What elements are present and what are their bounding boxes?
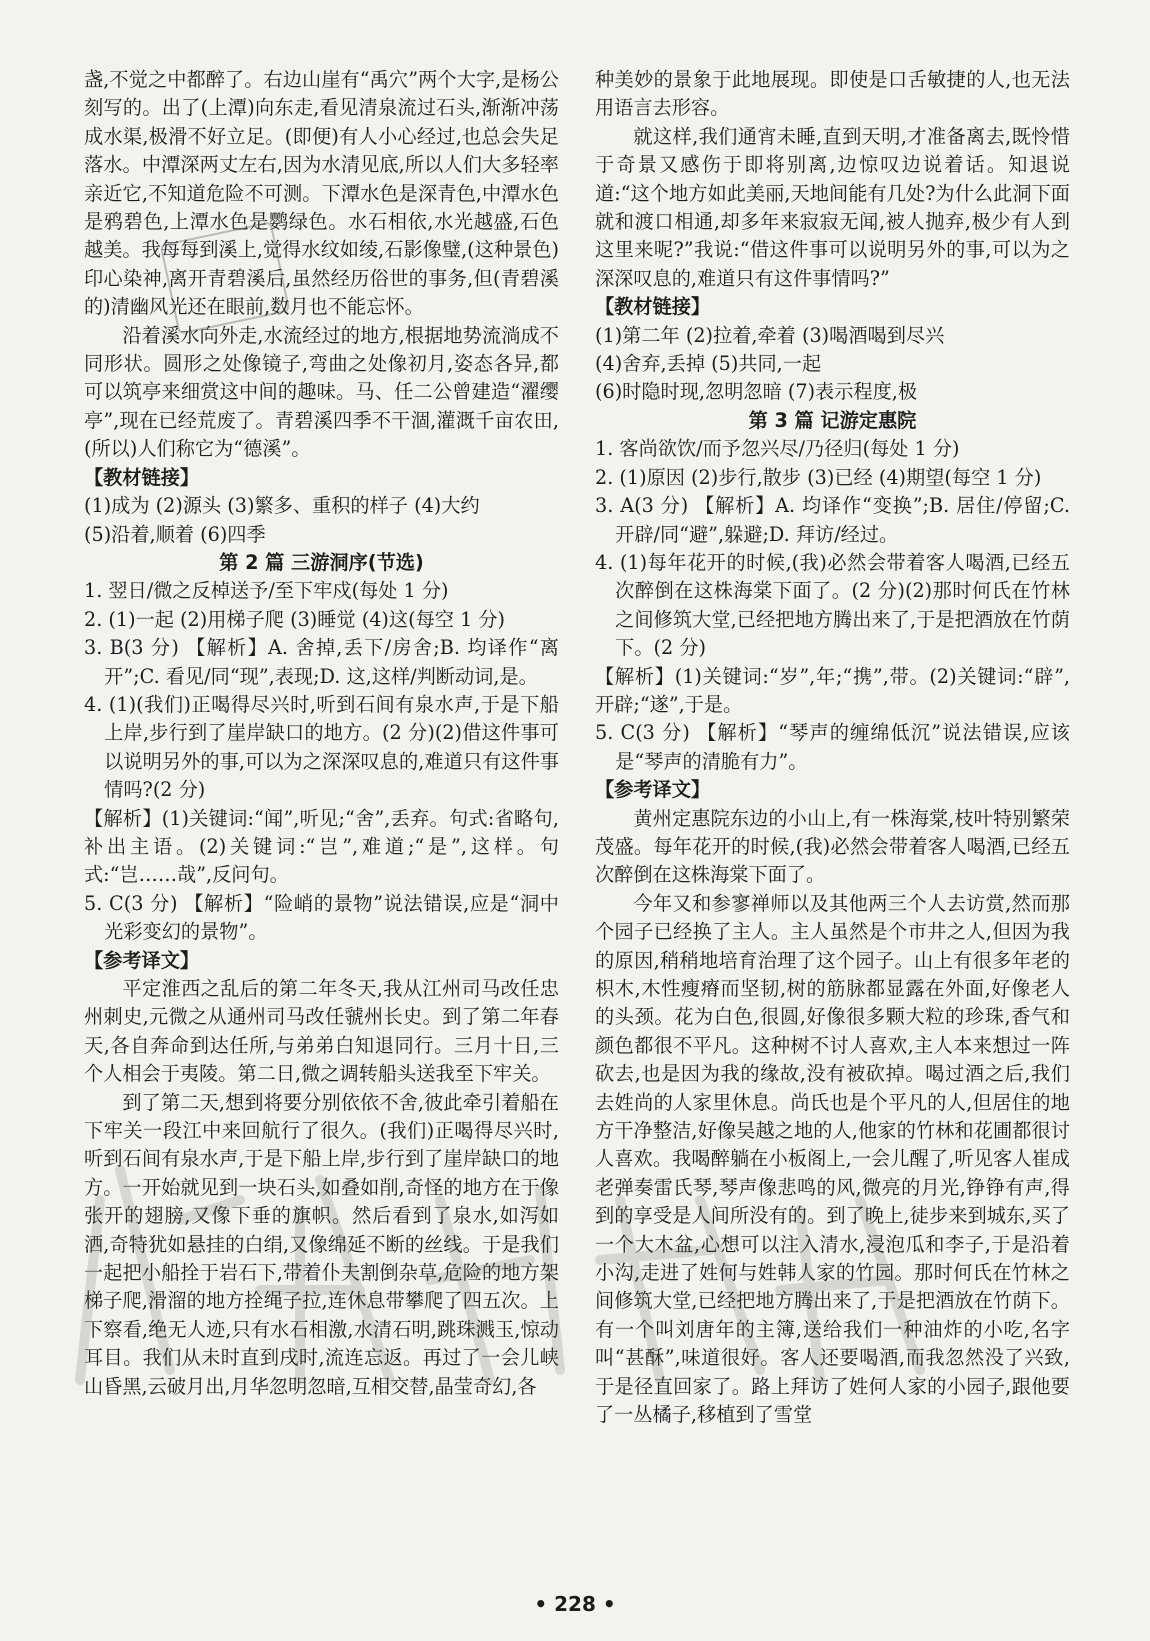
section-heading: 第 3 篇 记游定惠院: [748, 408, 917, 432]
text-paragraph: (6)时隐时现,忽明忽暗 (7)表示程度,极: [595, 380, 918, 404]
subsection-heading: 【参考译文】: [595, 778, 711, 802]
text-paragraph: (4)舍弃,丢掉 (5)共同,一起: [595, 352, 822, 376]
answer-item: 5. C(3 分) 【解析】“琴声的缠绵低沉”说法错误,应该是“琴声的清脆有力”。: [595, 721, 1070, 773]
text-paragraph: 到了第二天,想到将要分别依依不舍,彼此牵引着船在下牢关一段江中来回航行了很久。(我们)正喝得尽兴时,听到石间有泉水声,于是下船上岸,步行到了崖岸缺口的地方。一开始就见到一块石头,如叠如削,奇怪的地方在于像张开的翅膀,又像下垂的旗帜。然后看到了泉水,如泻如洒,奇特犹如悬挂的白绢,又像绵延不断的丝线。于是我们一起把小船拴于岩石下,带着仆夫割倒杂草,危险的地方架梯子爬,滑溜的地方拴绳子拉,连休息带攀爬了四五次。上下察看,绝无人迹,只有水石相激,水清石明,跳珠溅玉,惊动耳目。我们从未时直到戌时,流连忘返。再过了一会儿峡山昏黑,云破月出,月华忽明忽暗,互相交替,晶莹奇幻,各: [84, 1090, 559, 1398]
text-paragraph: 【解析】(1)关键词:“闻”,听见;“舍”,丢弃。句式:省略句,补出主语。(2)关键词:“岂”,难道;“是”,这样。句式:“岂……哉”,反问句。: [84, 806, 559, 887]
answer-item: 1. 客尚欲饮/而予忽兴尽/乃径归(每处 1 分): [595, 437, 960, 461]
answer-item: 2. (1)一起 (2)用梯子爬 (3)睡觉 (4)这(每空 1 分): [84, 607, 506, 631]
answer-item: 3. B(3 分) 【解析】A. 舍掉,丢下/房舍;B. 均译作“离开”;C. 看见/同“现”,表现;D. 这,这样/判断动词,是。: [84, 636, 559, 688]
text-paragraph: 就这样,我们通宵未睡,直到天明,才准备离去,既怜惜于奇景又感伤于即将别离,边惊叹边说着话。知退说道:“这个地方如此美丽,天地间能有几处?为什么此洞下面就和渡口相通,却多年来寂寂无闻,被人抛弃,极少有人到这里来呢?”我说:“借这件事可以说明另外的事,可以为之深深叹息的,难道只有这件事情吗?”: [595, 124, 1070, 290]
text-paragraph: 【解析】(1)关键词:“岁”,年;“携”,带。(2)关键词:“辟”,开辟;“遂”,于是。: [595, 664, 1070, 716]
text-paragraph: 盏,不觉之中都醉了。右边山崖有“禹穴”两个大字,是杨公刻写的。出了(上潭)向东走,看见清泉流过石头,渐渐冲荡成水渠,极滑不好立足。(即便)有人小心经过,也总会失足落水。中潭深两丈左右,因为水清见底,所以人们大多轻率亲近它,不知道危险不可测。下潭水色是深青色,中潭水色是鸦碧色,上潭水色是鹦绿色。水石相依,水光越盛,石色越美。我每每到溪上,觉得水纹如绫,石影像璧,(这种景色)印心染神,离开青碧溪后,虽然经历俗世的事务,但(青碧溪的)清幽风光还在眼前,数月也不能忘怀。: [84, 68, 559, 319]
text-paragraph: 平定淮西之乱后的第二年冬天,我从江州司马改任忠州刺史,元微之从通州司马改任虢州长史。到了第二年春天,各自奔命到达任所,与弟弟白知退同行。三月十日,三个人相会于夷陵。第二日,微之调转船头送我至下牢关。: [84, 977, 559, 1086]
page-number: • 228 •: [534, 1592, 616, 1616]
right-column: [595, 66, 1070, 1430]
answer-item: 4. (1)每年花开的时候,(我)必然会带着客人喝酒,已经五次醉倒在这株海棠下面了。(2 分)(2)那时何氏在竹林之间修筑大堂,已经把地方腾出来了,于是把酒放在竹荫下。(2 分): [595, 550, 1070, 660]
answer-item: 1. 翌日/微之反棹送予/至下牢戍(每处 1 分): [84, 579, 449, 603]
section-heading: 第 2 篇 三游洞序(节选): [219, 550, 424, 574]
answer-item: 5. C(3 分) 【解析】“险峭的景物”说法错误,应是“洞中光彩变幻的景物”。: [84, 891, 559, 944]
text-paragraph: 沿着溪水向外走,水流经过的地方,根据地势流淌成不同形状。圆形之处像镜子,弯曲之处像初月,姿态各异,都可以筑亭来细赏这中间的趣味。马、任二公曾建造“濯缨亭”,现在已经荒废了。青碧溪四季不干涸,灌溉千亩农田,(所以)人们称它为“德溪”。: [84, 323, 559, 461]
text-paragraph: (5)沿着,顺着 (6)四季: [84, 522, 266, 546]
answer-item: 2. (1)原因 (2)步行,散步 (3)已经 (4)期望(每空 1 分): [595, 465, 1042, 489]
text-paragraph: (1)第二年 (2)拉着,牵着 (3)喝酒喝到尽兴: [595, 323, 945, 347]
text-paragraph: 种美妙的景象于此地展现。即使是口舌敏捷的人,也无法用语言去形容。: [595, 68, 1070, 120]
text-paragraph: 黄州定惠院东边的小山上,有一株海棠,枝叶特别繁荣茂盛。每年花开的时候,(我)必然会带着客人喝酒,已经五次醉倒在这株海棠下面了。: [595, 806, 1070, 887]
subsection-heading: 【教材链接】: [84, 465, 200, 489]
answer-item: 3. A(3 分) 【解析】A. 均译作“变换”;B. 居住/停留;C. 开辟/同“避”,躲避;D. 拜访/经过。: [595, 494, 1070, 546]
left-column: [84, 66, 559, 1401]
subsection-heading: 【教材链接】: [595, 295, 711, 319]
answer-item: 4. (1)(我们)正喝得尽兴时,听到石间有泉水声,于是下船上岸,步行到了崖岸缺口的地方。(2 分)(2)借这件事可以说明另外的事,可以为之深深叹息的,难道只有这件事情吗?(2 分): [84, 692, 559, 802]
text-paragraph: 今年又和参寥禅师以及其他两三个人去访赏,然而那个园子已经换了主人。主人虽然是个市井之人,但因为我的原因,稍稍地培育治理了这个园子。山上有很多年老的枳木,木性瘦瘠而坚韧,树的筋脉都显露在外面,好像老人的头颈。花为白色,很圆,好像很多颗大粒的珍珠,香气和颜色都很不平凡。这种树不讨人喜欢,主人本来想过一阵砍去,也是因为我的缘故,没有被砍掉。喝过酒之后,我们去姓尚的人家里休息。尚氏也是个平凡的人,但居住的地方干净整洁,好像吴越之地的人,他家的竹林和花圃都很讨人喜欢。我喝醉躺在小板阁上,一会儿醒了,听见客人崔成老弹奏雷氏琴,琴声像悲鸣的风,微亮的月光,铮铮有声,得到的享受是人间所没有的。到了晚上,徒步来到城东,买了一个大木盆,心想可以注入清水,浸泡瓜和李子,于是沿着小沟,走进了姓何与姓韩人家的竹园。那时何氏在竹林之间修筑大堂,已经把地方腾出来了,于是把酒放在竹荫下。有一个叫刘唐年的主簿,送给我们一种油炸的小吃,名字叫“甚酥”,味道很好。客人还要喝酒,而我忽然没了兴致,于是径直回家了。路上拜访了姓何人家的小园子,跟他要了一丛橘子,移植到了雪堂: [595, 891, 1070, 1427]
text-paragraph: (1)成为 (2)源头 (3)繁多、重积的样子 (4)大约: [84, 494, 480, 518]
subsection-heading: 【参考译文】: [84, 948, 200, 972]
